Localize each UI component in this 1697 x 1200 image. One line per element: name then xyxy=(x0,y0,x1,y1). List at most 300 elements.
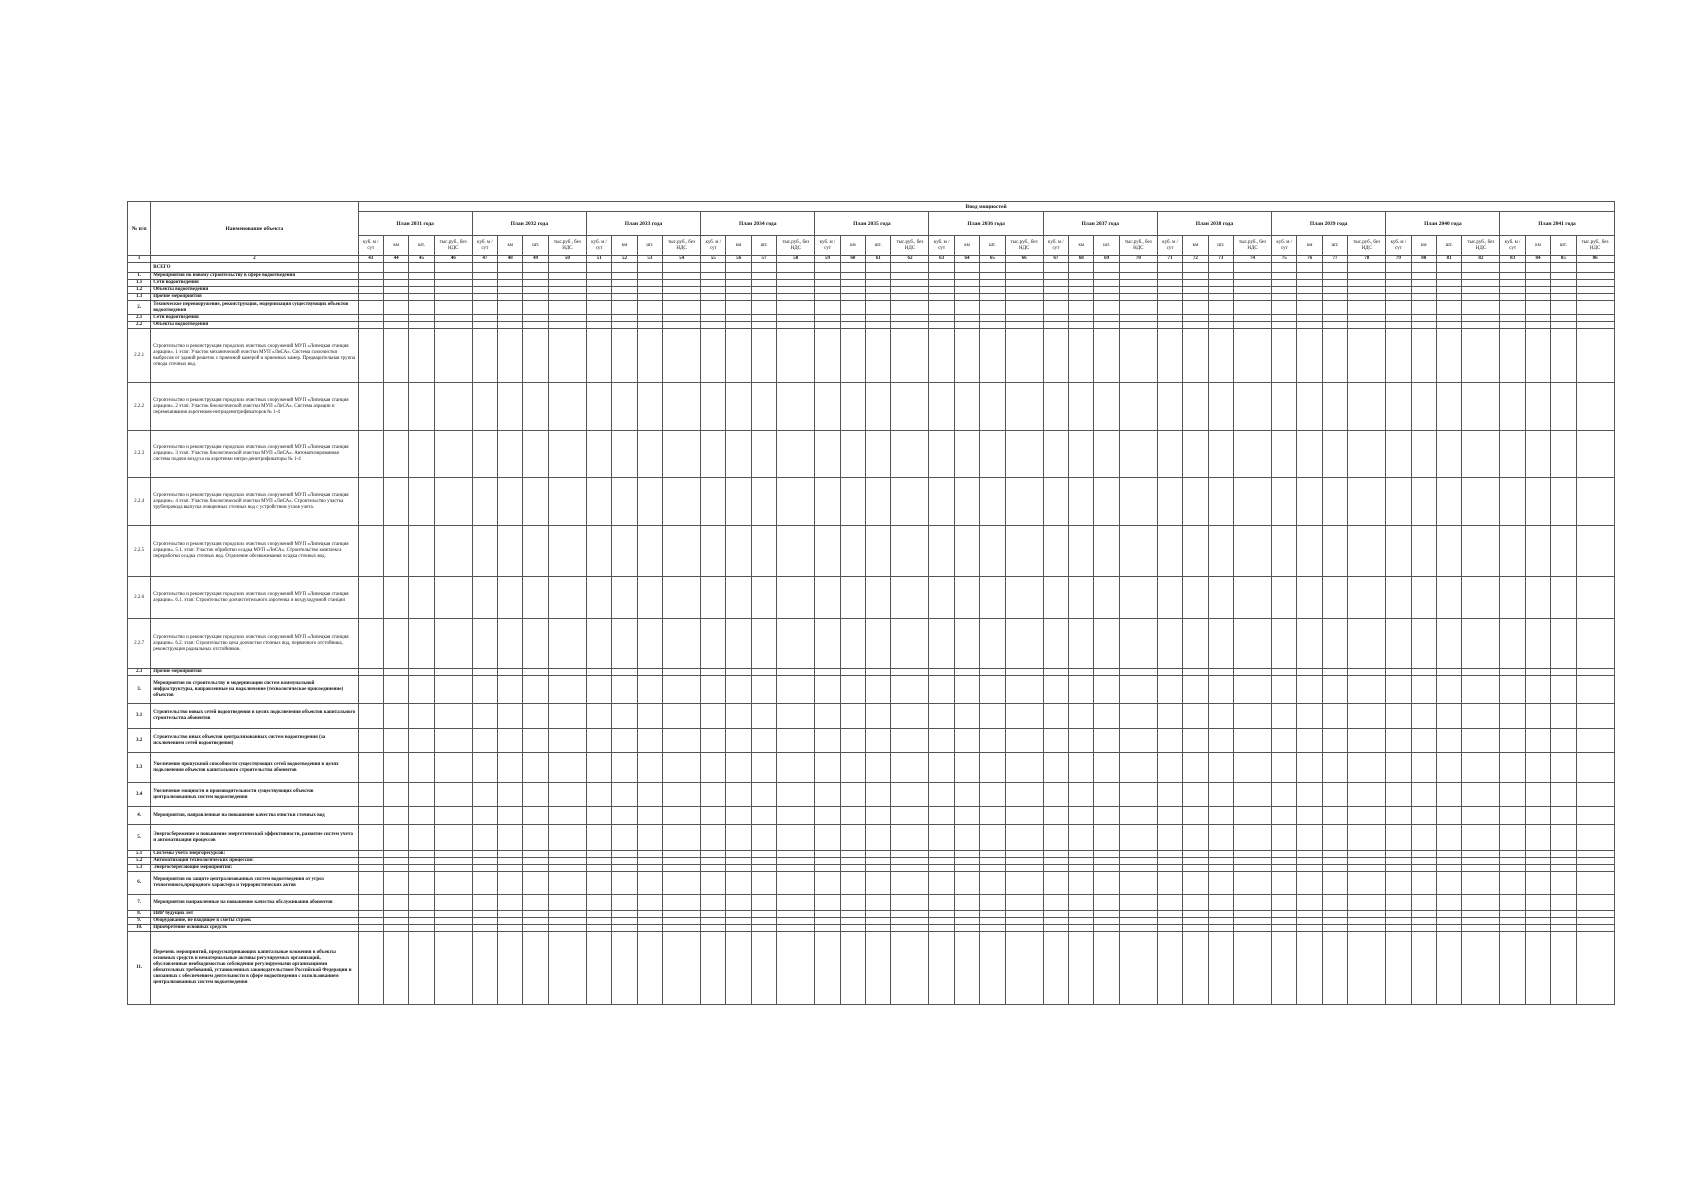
empty-value-cell xyxy=(929,294,954,301)
header-col-number: 68 xyxy=(1069,256,1094,263)
empty-value-cell xyxy=(1462,263,1500,273)
empty-value-cell xyxy=(1348,669,1386,676)
empty-value-cell xyxy=(498,932,523,1005)
empty-value-cell xyxy=(1462,431,1500,478)
empty-value-cell xyxy=(1043,858,1068,865)
empty-value-cell xyxy=(726,431,751,478)
empty-value-cell xyxy=(548,704,586,729)
empty-value-cell xyxy=(726,911,751,918)
empty-value-cell xyxy=(1551,753,1576,783)
header-unit: шт. xyxy=(1551,236,1576,256)
empty-value-cell xyxy=(1069,478,1094,526)
table-row xyxy=(128,911,1615,918)
empty-value-cell xyxy=(1272,704,1297,729)
empty-value-cell xyxy=(1551,322,1576,329)
empty-value-cell xyxy=(358,322,383,329)
empty-value-cell xyxy=(1386,478,1411,526)
empty-value-cell xyxy=(726,851,751,858)
empty-value-cell xyxy=(1411,825,1436,851)
empty-value-cell xyxy=(434,478,472,526)
empty-value-cell xyxy=(1157,526,1182,577)
empty-value-cell xyxy=(1297,273,1322,280)
empty-value-cell xyxy=(1576,704,1614,729)
empty-value-cell xyxy=(1500,322,1525,329)
empty-value-cell xyxy=(1119,729,1157,753)
empty-value-cell xyxy=(1551,619,1576,669)
empty-value-cell xyxy=(612,851,637,858)
empty-value-cell xyxy=(777,825,815,851)
empty-value-cell xyxy=(523,478,548,526)
empty-value-cell xyxy=(1348,322,1386,329)
empty-value-cell xyxy=(637,294,662,301)
empty-value-cell xyxy=(358,383,383,431)
empty-value-cell xyxy=(409,807,434,825)
empty-value-cell xyxy=(777,669,815,676)
empty-value-cell xyxy=(1069,287,1094,294)
row-object-name: Мероприятия по защите централизованных систем водоотведения от угроз техногенного,природного характера и террористических актов xyxy=(151,872,358,895)
empty-value-cell xyxy=(866,753,891,783)
empty-value-cell xyxy=(523,315,548,322)
empty-value-cell xyxy=(612,825,637,851)
empty-value-cell xyxy=(1576,383,1614,431)
empty-value-cell xyxy=(1462,932,1500,1005)
empty-value-cell xyxy=(1322,895,1347,911)
empty-value-cell xyxy=(840,322,865,329)
empty-value-cell xyxy=(726,383,751,431)
empty-value-cell xyxy=(929,287,954,294)
empty-value-cell xyxy=(1411,526,1436,577)
empty-value-cell xyxy=(523,783,548,807)
empty-value-cell xyxy=(1322,263,1347,273)
table-row xyxy=(128,729,1615,753)
empty-value-cell xyxy=(1436,865,1461,872)
empty-value-cell xyxy=(1436,383,1461,431)
header-col-number: 48 xyxy=(498,256,523,263)
empty-value-cell xyxy=(815,676,840,704)
empty-value-cell xyxy=(409,619,434,669)
row-number: 8. xyxy=(128,911,151,918)
empty-value-cell xyxy=(1069,329,1094,383)
empty-value-cell xyxy=(1233,895,1271,911)
empty-value-cell xyxy=(383,676,408,704)
empty-value-cell xyxy=(1119,263,1157,273)
empty-value-cell xyxy=(498,287,523,294)
empty-value-cell xyxy=(1157,872,1182,895)
empty-value-cell xyxy=(954,807,979,825)
table-row xyxy=(128,753,1615,783)
empty-value-cell xyxy=(1005,925,1043,932)
empty-value-cell xyxy=(1322,273,1347,280)
empty-value-cell xyxy=(383,858,408,865)
empty-value-cell xyxy=(637,783,662,807)
empty-value-cell xyxy=(586,526,611,577)
empty-value-cell xyxy=(548,807,586,825)
empty-value-cell xyxy=(1386,783,1411,807)
empty-value-cell xyxy=(1436,431,1461,478)
empty-value-cell xyxy=(1411,478,1436,526)
empty-value-cell xyxy=(1094,872,1119,895)
empty-value-cell xyxy=(434,676,472,704)
empty-value-cell xyxy=(1386,932,1411,1005)
empty-value-cell xyxy=(929,918,954,925)
empty-value-cell xyxy=(358,704,383,729)
header-unit: км xyxy=(498,236,523,256)
empty-value-cell xyxy=(1322,783,1347,807)
empty-value-cell xyxy=(434,301,472,315)
empty-value-cell xyxy=(1576,329,1614,383)
empty-value-cell xyxy=(701,704,726,729)
empty-value-cell xyxy=(866,783,891,807)
empty-value-cell xyxy=(777,478,815,526)
empty-value-cell xyxy=(548,431,586,478)
empty-value-cell xyxy=(726,925,751,932)
empty-value-cell xyxy=(1411,704,1436,729)
empty-value-cell xyxy=(358,872,383,895)
empty-value-cell xyxy=(548,383,586,431)
empty-value-cell xyxy=(1525,925,1550,932)
empty-value-cell xyxy=(663,858,701,865)
empty-value-cell xyxy=(840,383,865,431)
empty-value-cell xyxy=(929,273,954,280)
empty-value-cell xyxy=(1411,807,1436,825)
empty-value-cell xyxy=(472,263,497,273)
row-number: 2.1 xyxy=(128,315,151,322)
empty-value-cell xyxy=(1272,918,1297,925)
empty-value-cell xyxy=(1551,911,1576,918)
empty-value-cell xyxy=(815,865,840,872)
empty-value-cell xyxy=(1500,825,1525,851)
row-object-name: Объекты водоотведения xyxy=(151,287,358,294)
empty-value-cell xyxy=(1411,669,1436,676)
empty-value-cell xyxy=(891,280,929,287)
empty-value-cell xyxy=(701,315,726,322)
empty-value-cell xyxy=(891,287,929,294)
empty-value-cell xyxy=(929,322,954,329)
empty-value-cell xyxy=(1043,301,1068,315)
empty-value-cell xyxy=(1208,704,1233,729)
header-col-number: 2 xyxy=(151,256,358,263)
empty-value-cell xyxy=(701,911,726,918)
empty-value-cell xyxy=(383,872,408,895)
empty-value-cell xyxy=(815,851,840,858)
empty-value-cell xyxy=(751,526,776,577)
empty-value-cell xyxy=(383,301,408,315)
empty-value-cell xyxy=(1500,676,1525,704)
header-unit: шт. xyxy=(1436,236,1461,256)
header-unit: тыс.руб., без НДС xyxy=(1348,236,1386,256)
empty-value-cell xyxy=(358,619,383,669)
empty-value-cell xyxy=(434,315,472,322)
empty-value-cell xyxy=(663,577,701,619)
empty-value-cell xyxy=(954,911,979,918)
empty-value-cell xyxy=(751,858,776,865)
empty-value-cell xyxy=(1411,431,1436,478)
empty-value-cell xyxy=(1157,918,1182,925)
empty-value-cell xyxy=(1208,895,1233,911)
table-row xyxy=(128,526,1615,577)
header-unit: шт. xyxy=(1208,236,1233,256)
empty-value-cell xyxy=(1386,669,1411,676)
empty-value-cell xyxy=(954,783,979,807)
header-col-number: 71 xyxy=(1157,256,1182,263)
empty-value-cell xyxy=(548,478,586,526)
empty-value-cell xyxy=(891,383,929,431)
empty-value-cell xyxy=(1500,431,1525,478)
empty-value-cell xyxy=(523,729,548,753)
empty-value-cell xyxy=(701,925,726,932)
empty-value-cell xyxy=(891,294,929,301)
empty-value-cell xyxy=(434,704,472,729)
empty-value-cell xyxy=(637,918,662,925)
empty-value-cell xyxy=(929,669,954,676)
header-col-number: 73 xyxy=(1208,256,1233,263)
empty-value-cell xyxy=(751,676,776,704)
empty-value-cell xyxy=(612,287,637,294)
empty-value-cell xyxy=(472,383,497,431)
empty-value-cell xyxy=(1462,807,1500,825)
empty-value-cell xyxy=(1094,322,1119,329)
empty-value-cell xyxy=(358,526,383,577)
empty-value-cell xyxy=(1233,301,1271,315)
empty-value-cell xyxy=(523,925,548,932)
empty-value-cell xyxy=(586,273,611,280)
header-unit: шт. xyxy=(1094,236,1119,256)
empty-value-cell xyxy=(1297,383,1322,431)
empty-value-cell xyxy=(726,273,751,280)
empty-value-cell xyxy=(777,729,815,753)
empty-value-cell xyxy=(777,918,815,925)
empty-value-cell xyxy=(1043,619,1068,669)
empty-value-cell xyxy=(751,294,776,301)
empty-value-cell xyxy=(1551,807,1576,825)
empty-value-cell xyxy=(840,619,865,669)
empty-value-cell xyxy=(1348,263,1386,273)
empty-value-cell xyxy=(383,273,408,280)
empty-value-cell xyxy=(1208,872,1233,895)
empty-value-cell xyxy=(777,932,815,1005)
empty-value-cell xyxy=(1183,322,1208,329)
empty-value-cell xyxy=(815,294,840,301)
empty-value-cell xyxy=(929,526,954,577)
empty-value-cell xyxy=(663,851,701,858)
empty-value-cell xyxy=(498,865,523,872)
empty-value-cell xyxy=(751,895,776,911)
empty-value-cell xyxy=(1069,925,1094,932)
empty-value-cell xyxy=(1500,729,1525,753)
empty-value-cell xyxy=(1208,431,1233,478)
empty-value-cell xyxy=(1094,858,1119,865)
empty-value-cell xyxy=(383,294,408,301)
empty-value-cell xyxy=(1208,918,1233,925)
empty-value-cell xyxy=(1411,753,1436,783)
empty-value-cell xyxy=(383,925,408,932)
empty-value-cell xyxy=(726,577,751,619)
empty-value-cell xyxy=(548,872,586,895)
empty-value-cell xyxy=(701,287,726,294)
header-year-2035: План 2035 года xyxy=(815,212,929,236)
empty-value-cell xyxy=(1005,753,1043,783)
empty-value-cell xyxy=(358,858,383,865)
empty-value-cell xyxy=(1411,858,1436,865)
empty-value-cell xyxy=(1500,329,1525,383)
empty-value-cell xyxy=(358,280,383,287)
empty-value-cell xyxy=(472,315,497,322)
empty-value-cell xyxy=(1208,294,1233,301)
empty-value-cell xyxy=(815,858,840,865)
row-object-name: Системы учета энергоресурсов: xyxy=(151,851,358,858)
row-object-name: Автоматизация технологических процессов: xyxy=(151,858,358,865)
empty-value-cell xyxy=(383,478,408,526)
empty-value-cell xyxy=(1119,619,1157,669)
empty-value-cell xyxy=(1576,851,1614,858)
empty-value-cell xyxy=(434,895,472,911)
empty-value-cell xyxy=(777,704,815,729)
empty-value-cell xyxy=(434,577,472,619)
empty-value-cell xyxy=(409,294,434,301)
empty-value-cell xyxy=(472,918,497,925)
header-col-number: 67 xyxy=(1043,256,1068,263)
empty-value-cell xyxy=(1119,280,1157,287)
row-number: 2. xyxy=(128,301,151,315)
empty-value-cell xyxy=(1576,753,1614,783)
empty-value-cell xyxy=(1094,526,1119,577)
empty-value-cell xyxy=(840,865,865,872)
empty-value-cell xyxy=(612,669,637,676)
empty-value-cell xyxy=(980,704,1005,729)
empty-value-cell xyxy=(777,322,815,329)
empty-value-cell xyxy=(726,676,751,704)
empty-value-cell xyxy=(1208,925,1233,932)
table-row xyxy=(128,932,1615,1005)
empty-value-cell xyxy=(1272,577,1297,619)
header-unit: тыс.руб., без НДС xyxy=(434,236,472,256)
empty-value-cell xyxy=(701,301,726,315)
empty-value-cell xyxy=(1525,783,1550,807)
empty-value-cell xyxy=(1183,263,1208,273)
header-unit: куб. м / сут xyxy=(1157,236,1182,256)
empty-value-cell xyxy=(840,825,865,851)
empty-value-cell xyxy=(929,865,954,872)
empty-value-cell xyxy=(1348,431,1386,478)
empty-value-cell xyxy=(1069,676,1094,704)
empty-value-cell xyxy=(637,526,662,577)
empty-value-cell xyxy=(1157,895,1182,911)
empty-value-cell xyxy=(1551,925,1576,932)
empty-value-cell xyxy=(434,858,472,865)
empty-value-cell xyxy=(1094,669,1119,676)
header-unit: тыс.руб., без НДС xyxy=(1233,236,1271,256)
empty-value-cell xyxy=(1576,301,1614,315)
empty-value-cell xyxy=(1208,383,1233,431)
empty-value-cell xyxy=(663,825,701,851)
empty-value-cell xyxy=(1500,753,1525,783)
row-number: 3.2 xyxy=(128,729,151,753)
header-col-number: 72 xyxy=(1183,256,1208,263)
row-number: 2.2.2 xyxy=(128,383,151,431)
empty-value-cell xyxy=(1322,925,1347,932)
empty-value-cell xyxy=(523,911,548,918)
empty-value-cell xyxy=(612,932,637,1005)
empty-value-cell xyxy=(891,704,929,729)
header-col-number: 86 xyxy=(1576,256,1614,263)
empty-value-cell xyxy=(1500,783,1525,807)
empty-value-cell xyxy=(1411,273,1436,280)
empty-value-cell xyxy=(726,619,751,669)
empty-value-cell xyxy=(1272,925,1297,932)
empty-value-cell xyxy=(891,807,929,825)
empty-value-cell xyxy=(751,753,776,783)
empty-value-cell xyxy=(726,807,751,825)
empty-value-cell xyxy=(523,329,548,383)
empty-value-cell xyxy=(409,431,434,478)
empty-value-cell xyxy=(840,676,865,704)
empty-value-cell xyxy=(891,783,929,807)
empty-value-cell xyxy=(409,729,434,753)
empty-value-cell xyxy=(1386,851,1411,858)
empty-value-cell xyxy=(1208,911,1233,918)
row-number: 5.1 xyxy=(128,851,151,858)
empty-value-cell xyxy=(891,932,929,1005)
row-object-name: Мероприятия по новому строительству в сфере водоотведения xyxy=(151,273,358,280)
empty-value-cell xyxy=(358,431,383,478)
empty-value-cell xyxy=(1119,294,1157,301)
row-object-name: Увеличение пропускной способности существующих сетей водоотведения в целях подключения объектов капитального строительства абонентов xyxy=(151,753,358,783)
empty-value-cell xyxy=(954,431,979,478)
empty-value-cell xyxy=(1043,577,1068,619)
empty-value-cell xyxy=(1576,729,1614,753)
empty-value-cell xyxy=(1208,619,1233,669)
empty-value-cell xyxy=(1436,669,1461,676)
empty-value-cell xyxy=(751,273,776,280)
empty-value-cell xyxy=(1069,851,1094,858)
empty-value-cell xyxy=(1043,287,1068,294)
empty-value-cell xyxy=(1119,925,1157,932)
empty-value-cell xyxy=(358,932,383,1005)
empty-value-cell xyxy=(840,858,865,865)
header-col-number: 58 xyxy=(777,256,815,263)
empty-value-cell xyxy=(1386,263,1411,273)
empty-value-cell xyxy=(1551,783,1576,807)
empty-value-cell xyxy=(840,329,865,383)
empty-value-cell xyxy=(523,932,548,1005)
empty-value-cell xyxy=(726,918,751,925)
empty-value-cell xyxy=(612,895,637,911)
empty-value-cell xyxy=(1233,851,1271,858)
empty-value-cell xyxy=(1233,669,1271,676)
empty-value-cell xyxy=(637,322,662,329)
row-object-name: Увеличение мощности и производительности существующих объектов централизованных систем водоотведения xyxy=(151,783,358,807)
empty-value-cell xyxy=(1551,918,1576,925)
empty-value-cell xyxy=(1348,619,1386,669)
empty-value-cell xyxy=(1157,263,1182,273)
empty-value-cell xyxy=(498,619,523,669)
empty-value-cell xyxy=(1525,911,1550,918)
header-unit: куб. м / сут xyxy=(1043,236,1068,256)
empty-value-cell xyxy=(1272,669,1297,676)
empty-value-cell xyxy=(637,753,662,783)
header-unit: тыс.руб., без НДС xyxy=(891,236,929,256)
empty-value-cell xyxy=(612,478,637,526)
empty-value-cell xyxy=(751,431,776,478)
empty-value-cell xyxy=(866,287,891,294)
empty-value-cell xyxy=(472,294,497,301)
empty-value-cell xyxy=(1386,704,1411,729)
empty-value-cell xyxy=(1297,301,1322,315)
header-col-number: 43 xyxy=(358,256,383,263)
empty-value-cell xyxy=(815,287,840,294)
empty-value-cell xyxy=(1208,273,1233,280)
empty-value-cell xyxy=(1233,273,1271,280)
